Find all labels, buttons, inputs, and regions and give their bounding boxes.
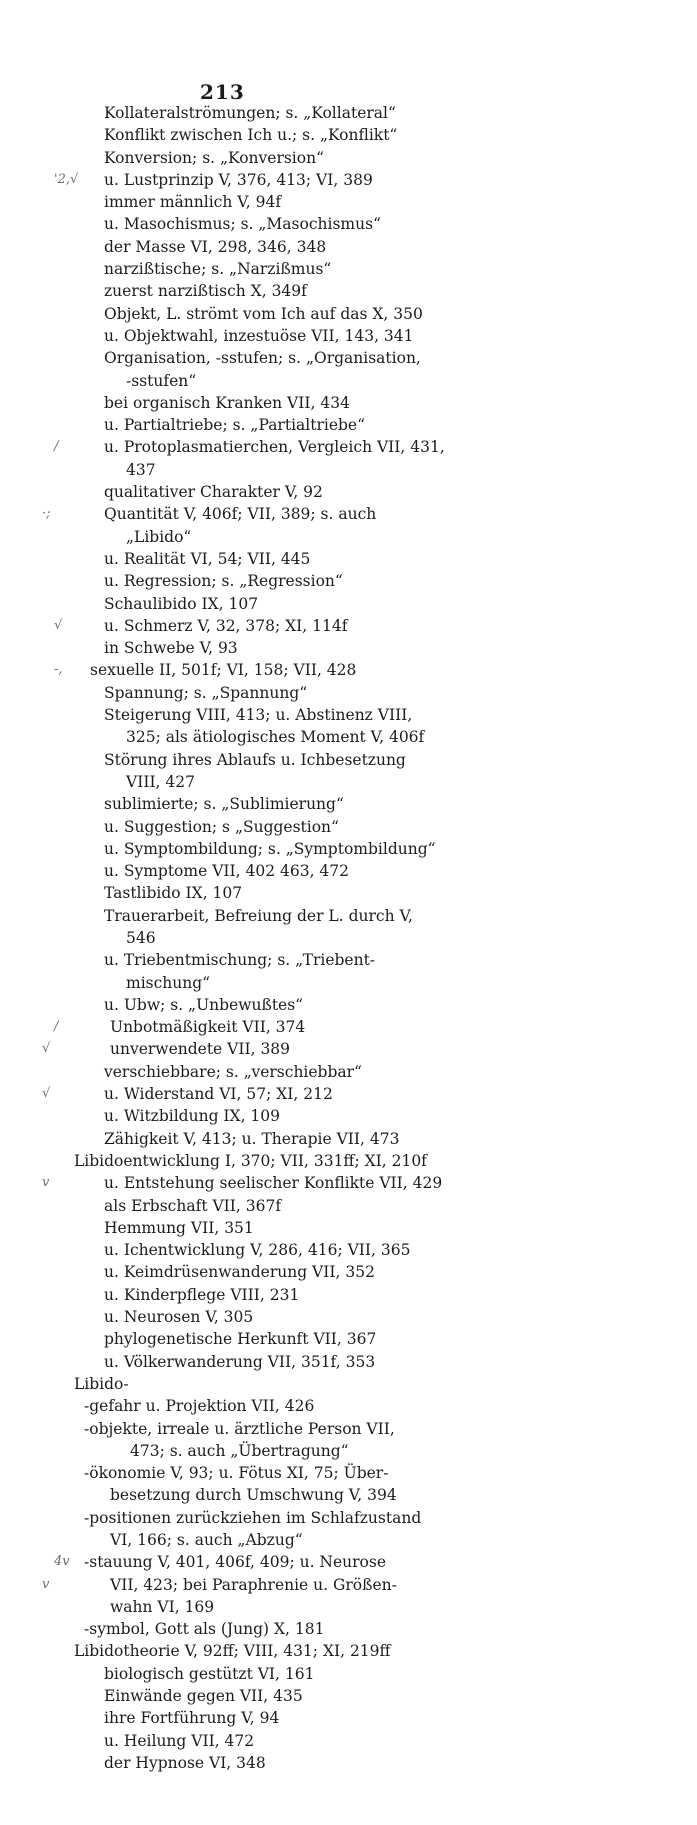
index-line bbox=[0, 704, 697, 726]
margin-annotation: ·; bbox=[42, 506, 51, 522]
index-line bbox=[0, 280, 697, 302]
index-entry-text: Trauerarbeit, Befreiung der L. durch V, bbox=[104, 906, 413, 925]
index-entry-text: Hemmung VII, 351 bbox=[104, 1218, 254, 1237]
index-entry-text: 325; als ätiologisches Moment V, 406f bbox=[126, 728, 425, 747]
index-entry-text: u. Kinderpflege VIII, 231 bbox=[104, 1285, 300, 1304]
index-entry-text: Libido- bbox=[74, 1374, 129, 1393]
index-line bbox=[0, 749, 697, 771]
index-line bbox=[0, 1239, 697, 1261]
index-entry-text: phylogenetische Herkunft VII, 367 bbox=[104, 1330, 377, 1349]
index-entry-text: Störung ihres Ablaufs u. Ichbesetzung bbox=[104, 750, 406, 769]
index-entry-text: u. Heilung VII, 472 bbox=[104, 1731, 255, 1750]
index-line bbox=[0, 972, 697, 994]
index-line bbox=[0, 615, 697, 637]
index-line bbox=[0, 1284, 697, 1306]
index-entry-text: narzißtische; s. „Narzißmus“ bbox=[104, 260, 332, 279]
index-line bbox=[0, 481, 697, 503]
index-entry-text: sublimierte; s. „Sublimierung“ bbox=[104, 795, 344, 814]
margin-annotation: / bbox=[54, 1019, 59, 1035]
index-entry-text: Unbotmäßigkeit VII, 374 bbox=[110, 1018, 306, 1037]
index-entry-text: u. Neurosen V, 305 bbox=[104, 1308, 254, 1327]
index-line bbox=[0, 1574, 697, 1596]
index-entry-text: u. Keimdrüsenwanderung VII, 352 bbox=[104, 1263, 375, 1282]
index-entry-text: immer männlich V, 94f bbox=[104, 193, 282, 212]
index-entry-text: Libidotheorie V, 92ff; VIII, 431; XI, 219ff bbox=[74, 1642, 391, 1661]
index-entry-text: biologisch gestützt VI, 161 bbox=[104, 1664, 315, 1683]
index-line bbox=[0, 526, 697, 548]
index-entry-text: Schaulibido IX, 107 bbox=[104, 594, 259, 613]
index-entry-text: Tastlibido IX, 107 bbox=[104, 884, 243, 903]
index-entry-text: ihre Fortführung V, 94 bbox=[104, 1709, 280, 1728]
index-line bbox=[0, 1685, 697, 1707]
index-line bbox=[0, 1551, 697, 1573]
index-line bbox=[0, 414, 697, 436]
index-entry-text: u. Schmerz V, 32, 378; XI, 114f bbox=[104, 616, 348, 635]
index-entry-text: u. Widerstand VI, 57; XI, 212 bbox=[104, 1085, 333, 1104]
index-entry-text: VIII, 427 bbox=[126, 772, 196, 791]
index-line bbox=[0, 1707, 697, 1729]
margin-annotation: 4v bbox=[54, 1554, 70, 1570]
index-line bbox=[0, 771, 697, 793]
index-line bbox=[0, 905, 697, 927]
margin-annotation: √ bbox=[42, 1086, 51, 1102]
index-entry-text: -symbol, Gott als (Jung) X, 181 bbox=[84, 1620, 325, 1639]
index-line bbox=[0, 994, 697, 1016]
index-entry-text: Konflikt zwischen Ich u.; s. „Konflikt“ bbox=[104, 126, 398, 145]
margin-annotation: / bbox=[54, 439, 59, 455]
index-line bbox=[0, 1105, 697, 1127]
margin-annotation: -, bbox=[54, 662, 63, 678]
index-entry-text: Libidoentwicklung I, 370; VII, 331ff; XI, 210f bbox=[74, 1151, 427, 1170]
margin-annotation: v bbox=[42, 1175, 50, 1191]
index-line bbox=[0, 1306, 697, 1328]
index-line bbox=[0, 169, 697, 191]
index-entry-text: u. Symptombildung; s. „Symptombildung“ bbox=[104, 839, 436, 858]
index-entry-text: Steigerung VIII, 413; u. Abstinenz VIII, bbox=[104, 706, 413, 725]
index-entry-text: VII, 423; bei Paraphrenie u. Größen- bbox=[110, 1575, 397, 1594]
index-entry-text: verschiebbare; s. „verschiebbar“ bbox=[104, 1062, 362, 1081]
index-entry-text: Objekt, L. strömt vom Ich auf das X, 350 bbox=[104, 304, 423, 323]
index-entry-text: der Hypnose VI, 348 bbox=[104, 1753, 266, 1772]
index-entry-text: u. Realität VI, 54; VII, 445 bbox=[104, 549, 311, 568]
index-entry-text: unverwendete VII, 389 bbox=[110, 1040, 291, 1059]
index-line bbox=[0, 1083, 697, 1105]
index-entry-text: 437 bbox=[126, 460, 156, 479]
index-line bbox=[0, 503, 697, 525]
index-line bbox=[0, 882, 697, 904]
index-entry-text: Einwände gegen VII, 435 bbox=[104, 1687, 303, 1706]
index-entry-text: u. Triebentmischung; s. „Triebent- bbox=[104, 951, 376, 970]
index-line bbox=[0, 1150, 697, 1172]
index-line bbox=[0, 1351, 697, 1373]
index-line bbox=[0, 1395, 697, 1417]
index-entry-text: -objekte, irreale u. ärztliche Person VII, bbox=[84, 1419, 395, 1438]
index-entry-text: -positionen zurückziehen im Schlafzustand bbox=[84, 1508, 422, 1527]
index-entry-text: -stauung V, 401, 406f, 409; u. Neurose bbox=[84, 1553, 387, 1572]
index-line bbox=[0, 1730, 697, 1752]
index-entry-text: als Erbschaft VII, 367f bbox=[104, 1196, 282, 1215]
index-entry-text: der Masse VI, 298, 346, 348 bbox=[104, 237, 327, 256]
index-line bbox=[0, 347, 697, 369]
index-entry-text: u. Objektwahl, inzestuöse VII, 143, 341 bbox=[104, 326, 414, 345]
margin-annotation: '2,√ bbox=[54, 171, 79, 187]
index-line bbox=[0, 1640, 697, 1662]
index-entry-text: u. Völkerwanderung VII, 351f, 353 bbox=[104, 1352, 376, 1371]
margin-annotation: √ bbox=[54, 617, 63, 633]
index-entry-text: Kollateralströmungen; s. „Kollateral“ bbox=[104, 104, 396, 122]
index-entry-text: u. Suggestion; s „Suggestion“ bbox=[104, 817, 339, 836]
index-entry-text: bei organisch Kranken VII, 434 bbox=[104, 393, 350, 412]
index-line bbox=[0, 1373, 697, 1395]
index-entry-text: 473; s. auch „Übertragung“ bbox=[130, 1441, 349, 1460]
index-line bbox=[0, 124, 697, 146]
index-line bbox=[0, 1172, 697, 1194]
index-line bbox=[0, 1663, 697, 1685]
index-line bbox=[0, 1195, 697, 1217]
index-line bbox=[0, 1128, 697, 1150]
index-line bbox=[0, 436, 697, 458]
index-line bbox=[0, 637, 697, 659]
index-entry-text: Quantität V, 406f; VII, 389; s. auch bbox=[104, 505, 377, 524]
index-entry-text: u. Entstehung seelischer Konflikte VII, 429 bbox=[104, 1174, 443, 1193]
index-line bbox=[0, 1507, 697, 1529]
index-entry-text: in Schwebe V, 93 bbox=[104, 639, 238, 658]
index-line bbox=[0, 1038, 697, 1060]
index-line bbox=[0, 147, 697, 169]
index-line bbox=[0, 816, 697, 838]
index-entry-text: -gefahr u. Projektion VII, 426 bbox=[84, 1397, 315, 1416]
index-entry-text: Konversion; s. „Konversion“ bbox=[104, 148, 324, 167]
index-line bbox=[0, 258, 697, 280]
index-line bbox=[0, 370, 697, 392]
index-entries bbox=[0, 102, 697, 1774]
index-entry-text: u. Protoplasmatierchen, Vergleich VII, 431, bbox=[104, 438, 445, 457]
index-line bbox=[0, 303, 697, 325]
index-line bbox=[0, 682, 697, 704]
index-entry-text: zuerst narzißtisch X, 349f bbox=[104, 282, 307, 301]
index-line bbox=[0, 1217, 697, 1239]
index-line bbox=[0, 213, 697, 235]
index-entry-text: Spannung; s. „Spannung“ bbox=[104, 683, 308, 702]
index-entry-text: 546 bbox=[126, 928, 156, 947]
index-entry-text: u. Partialtriebe; s. „Partialtriebe“ bbox=[104, 416, 366, 435]
index-entry-text: u. Regression; s. „Regression“ bbox=[104, 572, 343, 591]
index-line bbox=[0, 392, 697, 414]
index-entry-text: besetzung durch Umschwung V, 394 bbox=[110, 1486, 397, 1505]
index-line bbox=[0, 593, 697, 615]
index-line bbox=[0, 1462, 697, 1484]
index-line bbox=[0, 102, 697, 124]
index-entry-text: -ökonomie V, 93; u. Fötus XI, 75; Über- bbox=[84, 1464, 389, 1483]
index-line bbox=[0, 1596, 697, 1618]
page-number: 213 bbox=[200, 80, 245, 104]
index-line bbox=[0, 325, 697, 347]
index-entry-text: u. Masochismus; s. „Masochismus“ bbox=[104, 215, 381, 234]
index-entry-text: u. Ubw; s. „Unbewußtes“ bbox=[104, 995, 304, 1014]
index-line bbox=[0, 927, 697, 949]
margin-annotation: v bbox=[42, 1576, 50, 1592]
index-line bbox=[0, 1752, 697, 1774]
index-entry-text: u. Symptome VII, 402 463, 472 bbox=[104, 862, 350, 881]
index-entry-text: VI, 166; s. auch „Abzug“ bbox=[110, 1531, 303, 1549]
index-entry-text: Organisation, -sstufen; s. „Organisation, bbox=[104, 349, 421, 368]
index-entry-text: „Libido“ bbox=[126, 527, 192, 546]
index-line bbox=[0, 1484, 697, 1506]
index-line bbox=[0, 1261, 697, 1283]
index-line bbox=[0, 1418, 697, 1440]
index-line bbox=[0, 1016, 697, 1038]
index-line bbox=[0, 949, 697, 971]
index-entry-text: u. Witzbildung IX, 109 bbox=[104, 1107, 281, 1126]
index-line bbox=[0, 838, 697, 860]
index-line bbox=[0, 1529, 697, 1551]
index-line bbox=[0, 1618, 697, 1640]
index-entry-text: u. Lustprinzip V, 376, 413; VI, 389 bbox=[104, 170, 373, 189]
index-line bbox=[0, 659, 697, 681]
index-entry-text: -sstufen“ bbox=[126, 371, 197, 390]
index-entry-text: qualitativer Charakter V, 92 bbox=[104, 483, 323, 502]
index-line bbox=[0, 236, 697, 258]
index-line bbox=[0, 459, 697, 481]
index-line bbox=[0, 860, 697, 882]
index-line bbox=[0, 793, 697, 815]
index-entry-text: wahn VI, 169 bbox=[110, 1597, 215, 1616]
index-line bbox=[0, 570, 697, 592]
index-line bbox=[0, 548, 697, 570]
index-line bbox=[0, 726, 697, 748]
index-entry-text: mischung“ bbox=[126, 973, 211, 992]
index-line bbox=[0, 1440, 697, 1462]
margin-annotation: √ bbox=[42, 1041, 51, 1057]
index-line bbox=[0, 191, 697, 213]
index-line bbox=[0, 1061, 697, 1083]
index-entry-text: u. Ichentwicklung V, 286, 416; VII, 365 bbox=[104, 1241, 411, 1260]
index-line bbox=[0, 1328, 697, 1350]
index-entry-text: sexuelle II, 501f; VI, 158; VII, 428 bbox=[90, 661, 357, 680]
index-entry-text: Zähigkeit V, 413; u. Therapie VII, 473 bbox=[104, 1129, 400, 1148]
